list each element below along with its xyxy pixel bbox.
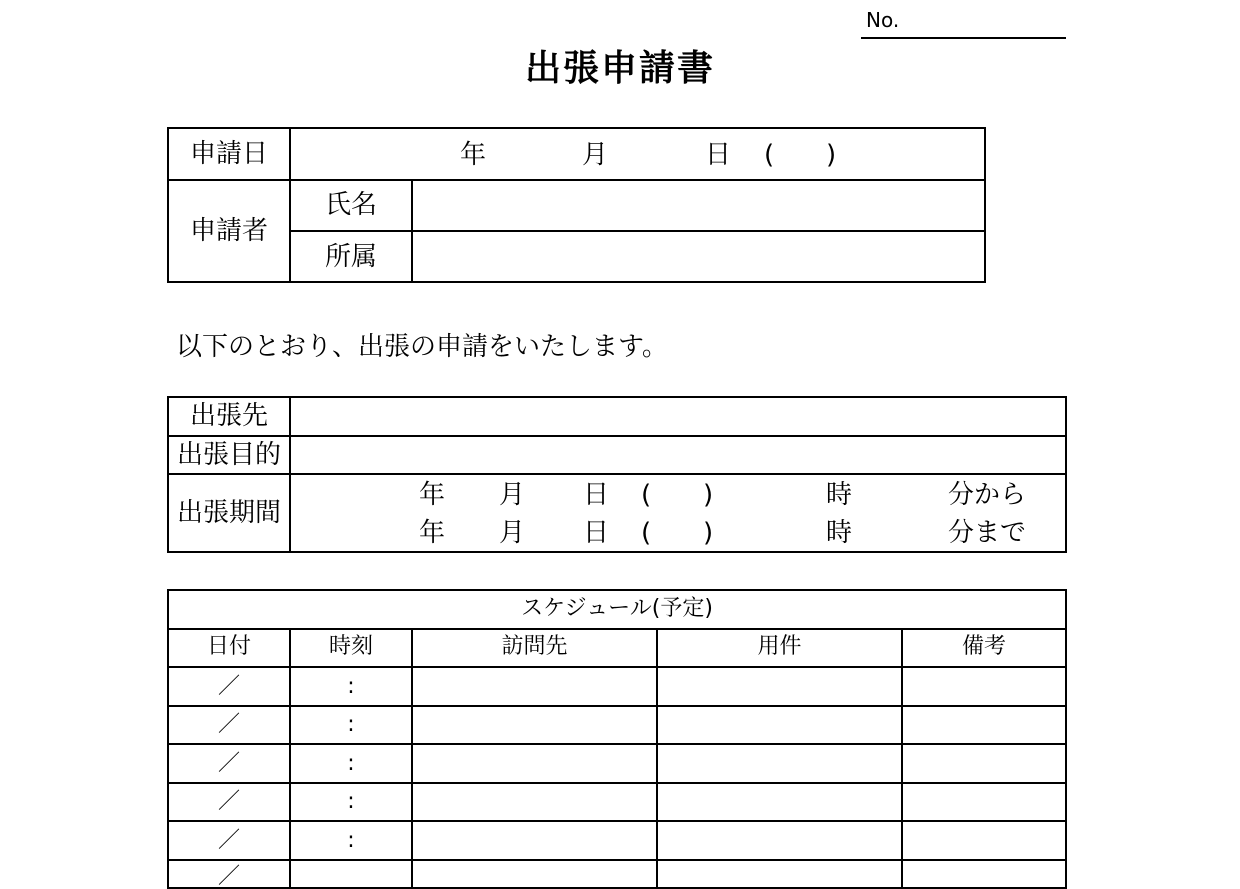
start-paren-close: ) — [703, 480, 714, 510]
request-statement: 以下のとおり、出張の申請をいたします。 — [176, 332, 668, 362]
start-hour-unit: 時 — [826, 480, 853, 510]
date-cell[interactable]: ／ — [217, 751, 240, 776]
end-hour-unit: 時 — [826, 518, 853, 548]
column-header-time: 時刻 — [328, 634, 373, 659]
column-header-date: 日付 — [206, 634, 251, 659]
document-number-label: No. — [866, 8, 900, 32]
month-unit: 月 — [582, 140, 609, 170]
time-cell[interactable]: : — [347, 751, 355, 776]
time-cell[interactable]: : — [347, 674, 355, 699]
affiliation-field[interactable] — [413, 232, 984, 281]
period-label: 出張期間 — [176, 498, 281, 528]
affiliation-label: 所属 — [324, 242, 377, 272]
year-unit: 年 — [460, 140, 487, 170]
date-cell[interactable]: ／ — [217, 828, 240, 853]
destination-label: 出張先 — [189, 401, 268, 431]
page-title: 出張申請書 — [524, 48, 715, 89]
name-label: 氏名 — [324, 190, 377, 220]
start-day-unit: 日 — [583, 480, 610, 510]
time-cell[interactable]: : — [347, 712, 355, 737]
start-month-unit: 月 — [499, 480, 526, 510]
date-cell[interactable]: ／ — [217, 674, 240, 699]
column-header-purpose: 用件 — [757, 634, 802, 659]
end-minute-until: 分まで — [948, 518, 1027, 548]
schedule-title: スケジュール(予定) — [521, 596, 713, 621]
weekday-paren-close: ) — [826, 140, 837, 170]
time-cell[interactable]: : — [347, 828, 355, 853]
start-minute-from: 分から — [948, 480, 1027, 510]
weekday-paren-open: ( — [764, 140, 775, 170]
applicant-label: 申請者 — [189, 216, 268, 246]
start-paren-open: ( — [641, 480, 652, 510]
application-date-label: 申請日 — [189, 139, 268, 169]
start-year-unit: 年 — [419, 480, 446, 510]
end-month-unit: 月 — [499, 518, 526, 548]
date-cell[interactable]: ／ — [217, 712, 240, 737]
day-unit: 日 — [705, 140, 732, 170]
end-day-unit: 日 — [583, 518, 610, 548]
name-field[interactable] — [413, 181, 984, 230]
purpose-field[interactable] — [291, 437, 1065, 473]
purpose-label: 出張目的 — [176, 440, 281, 470]
column-header-destination: 訪問先 — [501, 634, 568, 659]
end-paren-open: ( — [641, 518, 652, 548]
document-number-field[interactable] — [861, 37, 1066, 39]
time-cell[interactable]: : — [347, 789, 355, 814]
date-cell[interactable]: ／ — [217, 789, 240, 814]
end-paren-close: ) — [703, 518, 714, 548]
date-cell[interactable]: ／ — [217, 864, 240, 889]
column-header-remarks: 備考 — [961, 634, 1006, 659]
end-year-unit: 年 — [419, 518, 446, 548]
destination-field[interactable] — [291, 398, 1065, 435]
